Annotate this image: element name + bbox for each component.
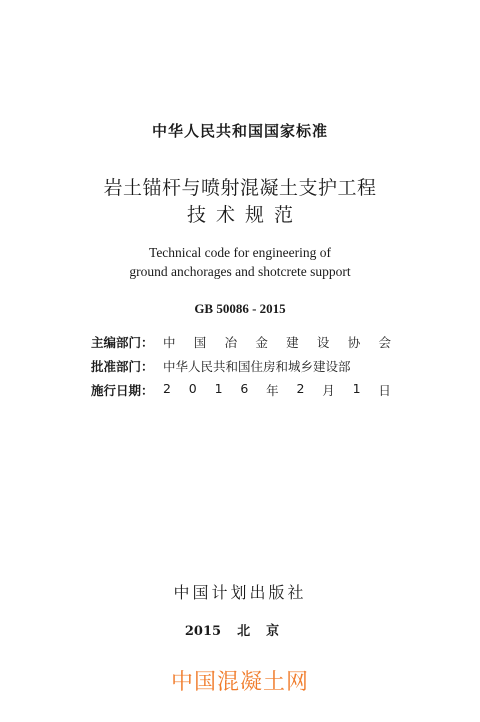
editor-char: 会 (378, 335, 391, 350)
approver-department-label: 批准部门： (91, 359, 154, 374)
title-chinese-line2: 技术规范 (186, 204, 303, 226)
publisher-name: 中国计划出版社 (173, 583, 307, 602)
approver-department-row (91, 357, 391, 375)
standard-code: GB 50086 - 2015 (194, 301, 286, 316)
approver-department-value: 中华人民共和国住房和城乡建设部 (163, 359, 351, 374)
publication-city: 北京 (237, 624, 296, 639)
date-char: 年 (266, 383, 279, 398)
effective-date-label: 施行日期： (91, 383, 154, 398)
editor-char: 金 (255, 335, 268, 350)
editor-char: 协 (347, 335, 361, 350)
date-char: 6 (240, 381, 249, 396)
date-char: 1 (214, 381, 223, 396)
editor-department-label: 主编部门： (91, 335, 154, 350)
editor-char: 建 (286, 335, 299, 350)
editor-department-value (163, 333, 391, 351)
title-chinese-line1: 岩土锚杆与喷射混凝土支护工程 (103, 177, 377, 199)
publication-year: 2015 (184, 624, 222, 639)
date-char: 1 (352, 381, 361, 396)
editor-department-row (91, 333, 391, 351)
watermark-text: 中国混凝土网 (170, 670, 309, 695)
effective-date-value (163, 381, 391, 399)
date-char: 0 (188, 381, 197, 396)
editor-char: 中 (163, 335, 176, 350)
editor-char: 设 (316, 335, 330, 350)
editor-char: 国 (193, 335, 207, 350)
publication-place (0, 620, 480, 639)
date-char: 日 (378, 383, 391, 398)
date-char: 月 (322, 383, 335, 398)
standard-class-heading: 中华人民共和国国家标准 (151, 122, 328, 140)
title-english-line1: Technical code for engineering of (149, 245, 331, 260)
date-char: 2 (296, 381, 305, 396)
title-english-line2: ground anchorages and shotcrete support (129, 264, 351, 279)
date-char: 2 (163, 381, 171, 396)
effective-date-row (91, 381, 391, 399)
editor-char: 冶 (224, 335, 238, 350)
